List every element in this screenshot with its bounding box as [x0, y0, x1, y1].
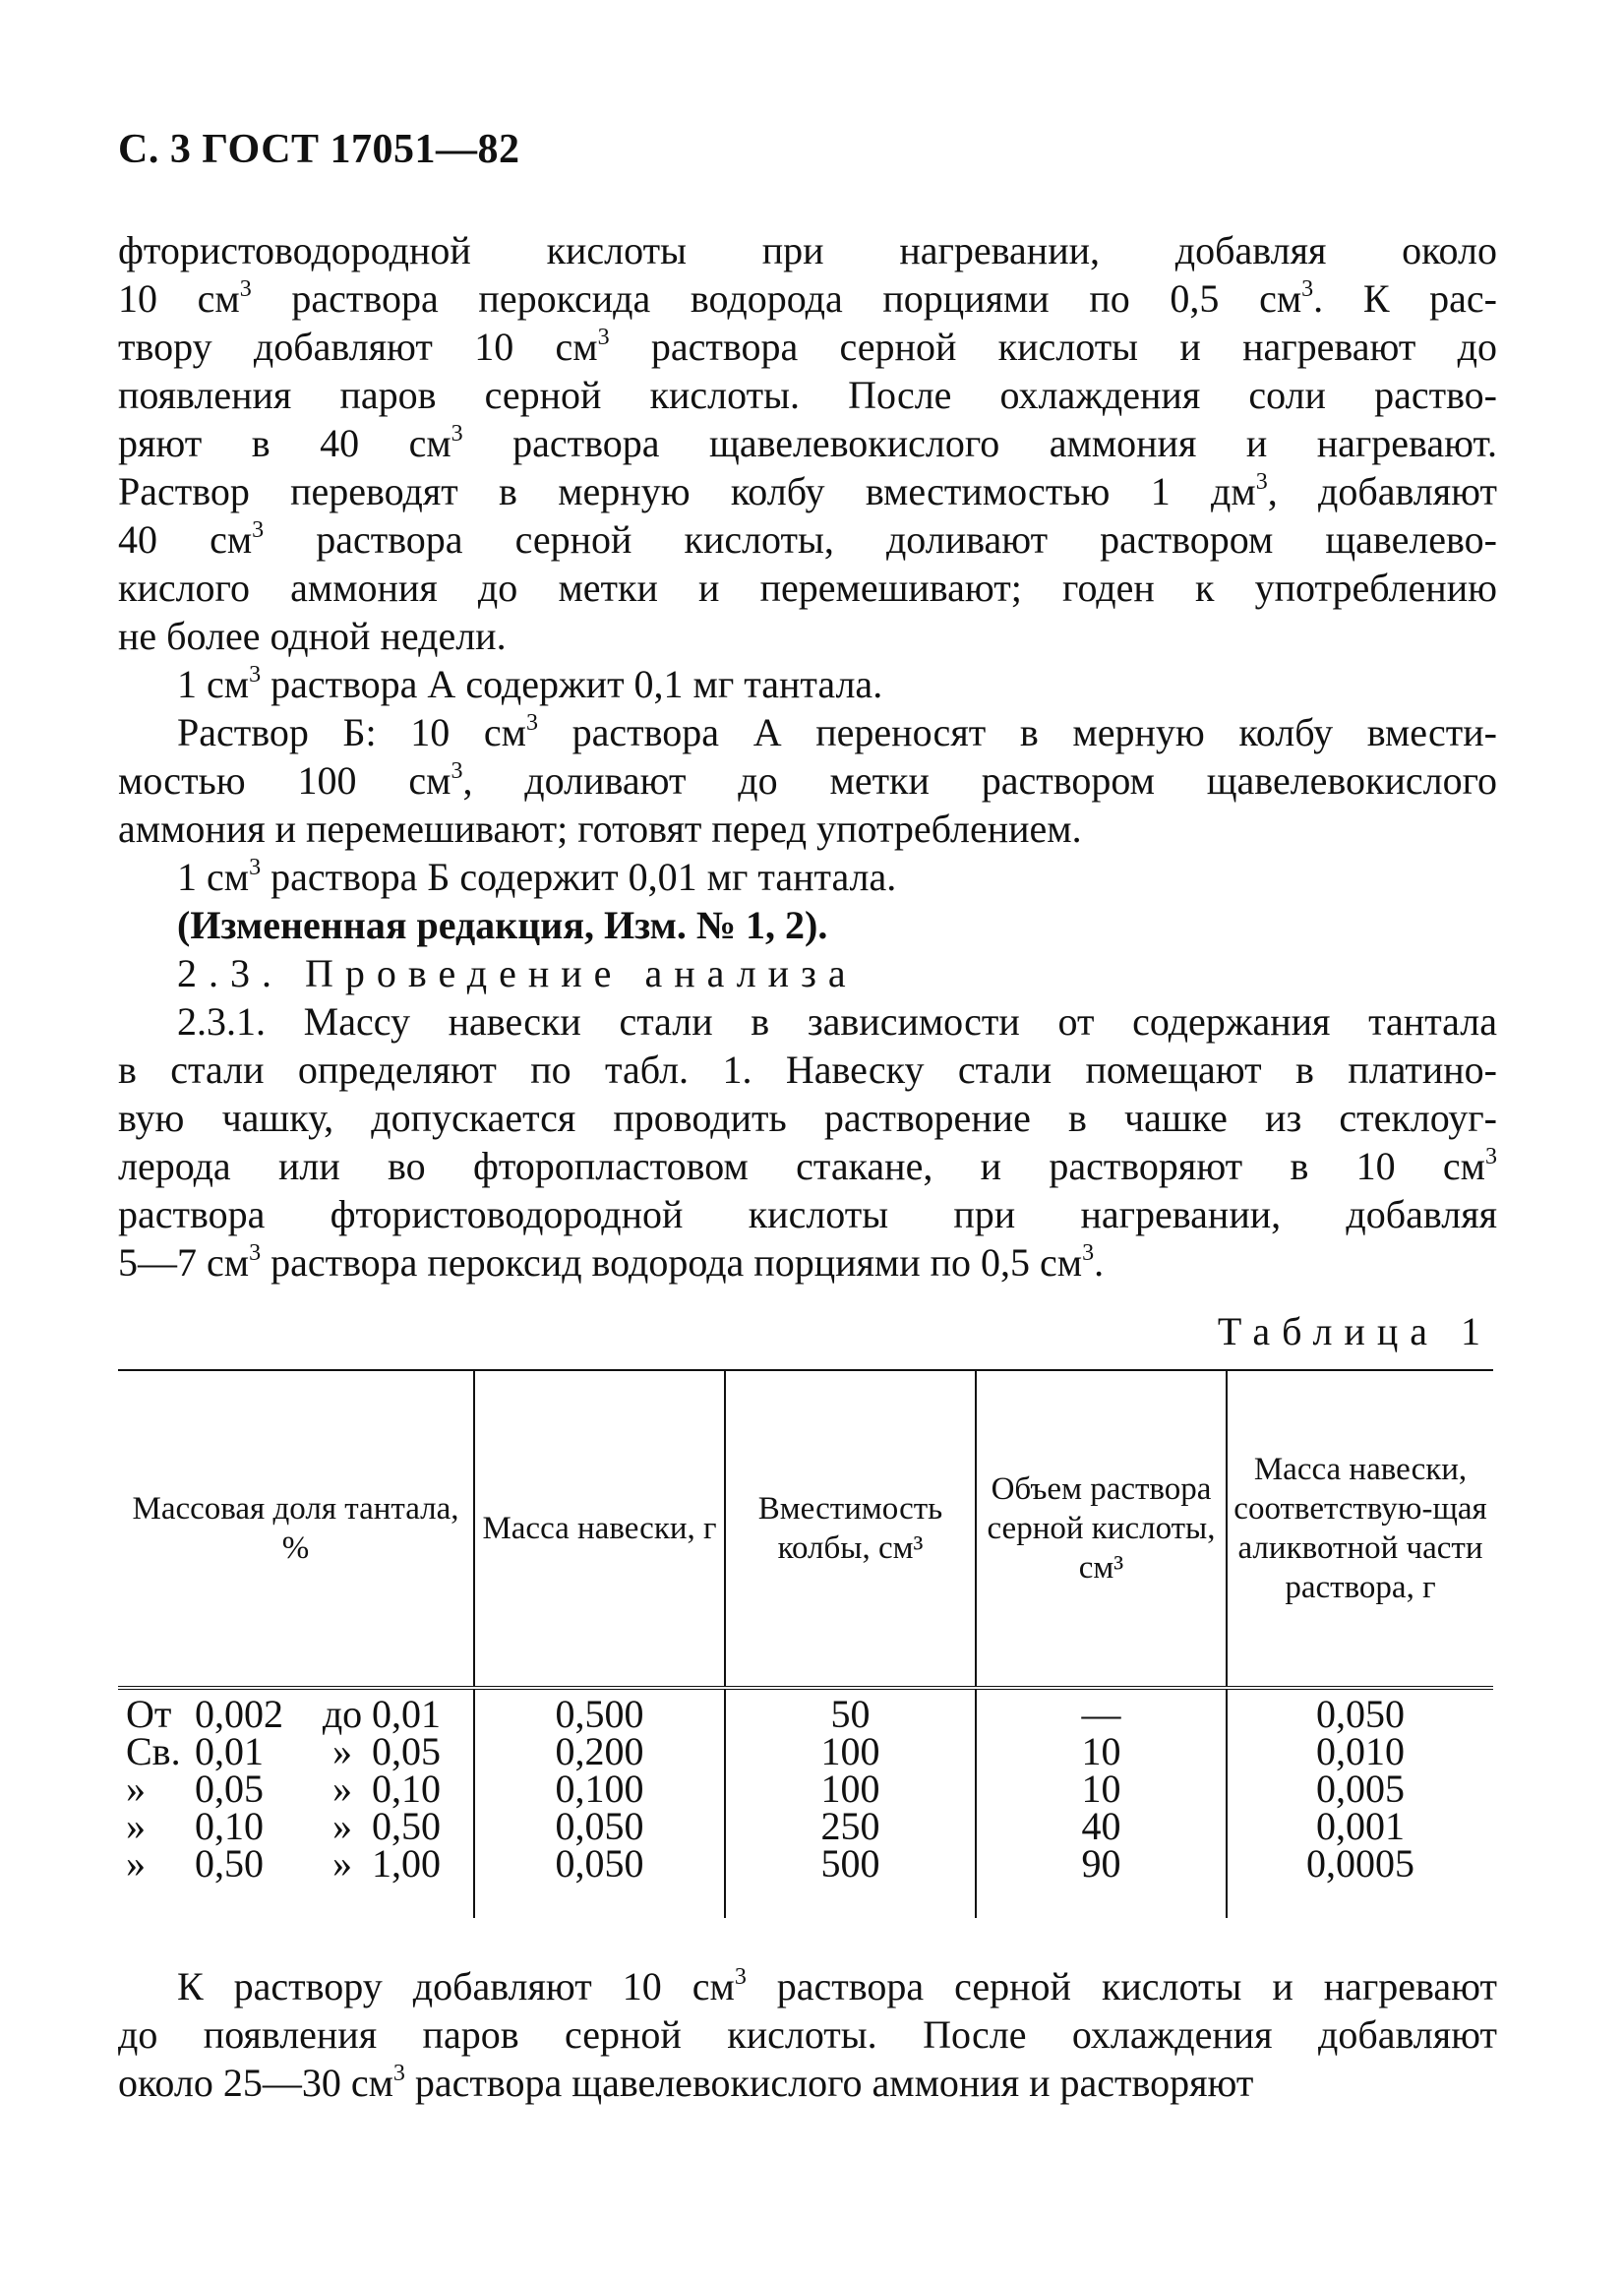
amendment-note — [118, 901, 1497, 949]
table-cell: 90 — [1081, 1841, 1121, 1886]
text-line: кислого аммония до метки и перемешивают; годен к употреблению — [118, 566, 1497, 610]
text-line: 1 $см^3$ раствора Б содержит 0,01 мг тантала. — [177, 854, 897, 899]
table-cell: 0,050 — [555, 1841, 644, 1886]
range-part: 0,002 — [195, 1692, 283, 1736]
table-cell: — — [1081, 1692, 1121, 1736]
text-line: 10 $см^3$ раствора пероксида водорода порциями по 0,5 $см^3$. К рас- — [118, 275, 1497, 321]
text-line: мостью 100 $см^3$, доливают до метки раствором щавелевокислого — [118, 757, 1498, 803]
paragraph-4 — [118, 853, 1497, 901]
range-part: » — [332, 1729, 352, 1773]
range-cell — [126, 1841, 465, 1886]
page-header: С. 3 ГОСТ 17051—82 — [118, 127, 520, 172]
text-line: в стали определяют по табл. 1. Навеску стали помещают в платино- — [118, 1048, 1497, 1092]
range-part: От — [126, 1692, 172, 1736]
superscript: 3 — [451, 420, 463, 447]
paragraph-2 — [118, 660, 1497, 708]
range-part: 0,01 — [195, 1729, 264, 1773]
table-cell: 0,0005 — [1306, 1841, 1414, 1886]
text-line: Раствор Б: 10 $см^3$ раствора А переносят в мерную колбу вмести- — [177, 709, 1497, 754]
superscript: 3 — [239, 275, 252, 302]
table-cell: 0,050 — [1316, 1692, 1405, 1736]
superscript: 3 — [451, 757, 463, 784]
paragraph-analysis — [118, 997, 1497, 1287]
text-line: раствора фтористоводородной кислоты при нагревании, добавляя — [118, 1192, 1497, 1236]
superscript: 3 — [252, 516, 265, 543]
superscript: 3 — [734, 1963, 747, 1990]
table-cell: 10 — [1081, 1729, 1121, 1773]
range-cell — [126, 1729, 465, 1773]
header-flask-volume: Вместимость колбы, см³ — [725, 1370, 976, 1688]
superscript: 3 — [1082, 1239, 1095, 1266]
range-part: » — [332, 1804, 352, 1848]
text-line: фтористоводородной кислоты при нагревании, добавляя около — [118, 228, 1497, 272]
text-line: Раствор переводят в мерную колбу вместимостью 1 $дм^3$, добавляют — [118, 468, 1497, 513]
range-part: до — [322, 1692, 363, 1736]
superscript: 3 — [249, 1239, 262, 1266]
superscript: 3 — [1301, 275, 1314, 302]
superscript: 3 — [249, 854, 262, 880]
data-table — [118, 1369, 1493, 1918]
range-part: 0,10 — [372, 1767, 441, 1811]
table-cell: 250 — [820, 1804, 880, 1848]
range-part: 0,05 — [372, 1729, 441, 1773]
table-cell: 0,500 — [555, 1692, 644, 1736]
table-cell: 0,001 — [1316, 1804, 1405, 1848]
range-cell — [126, 1692, 465, 1736]
superscript: 3 — [1485, 1143, 1497, 1169]
text-line: не более одной недели. — [118, 614, 507, 658]
amendment-note-text: (Измененная редакция, Изм. № 1, 2). — [177, 903, 828, 947]
section-heading-text: 2.3. Проведение анализа — [177, 951, 858, 995]
range-part: 0,01 — [372, 1692, 441, 1736]
table-cell: 0,010 — [1316, 1729, 1405, 1773]
text-line: вую чашку, допускается проводить растворение в чашке из стеклоуг- — [118, 1096, 1497, 1140]
table-cell: 0,005 — [1316, 1767, 1405, 1811]
table-cell: 100 — [820, 1729, 880, 1773]
header-sample-mass: Масса навески, г — [474, 1370, 725, 1688]
range-part: 0,50 — [195, 1841, 264, 1886]
table-cell: 0,200 — [555, 1729, 644, 1773]
range-part: 0,05 — [195, 1767, 264, 1811]
range-part: » — [126, 1841, 146, 1886]
text-line: ряют в 40 $см^3$ раствора щавелевокислого аммония и нагревают. — [118, 420, 1497, 465]
header-acid-volume: Объем раствора серной кислоты, см³ — [976, 1370, 1227, 1688]
range-part: » — [126, 1804, 146, 1848]
text-line: 2.3.1. Массу навески стали в зависимости от содержания тантала — [177, 999, 1497, 1044]
table-cell: 40 — [1081, 1804, 1121, 1848]
text-line: лерода или во фторопластовом стакане, и растворяют в 10 $см^3$ — [118, 1143, 1497, 1188]
superscript: 3 — [597, 324, 610, 350]
range-part: Св. — [126, 1729, 181, 1773]
range-part: 1,00 — [372, 1841, 441, 1886]
table-caption: Таблица 1 — [1217, 1309, 1492, 1353]
range-cell — [126, 1804, 465, 1848]
table-cell: 10 — [1081, 1767, 1121, 1811]
paragraph-after-table — [118, 1962, 1497, 2107]
range-part: » — [126, 1767, 146, 1811]
header-aliquot-mass: Масса навески, соответствую-щая аликвотной части раствора, г — [1227, 1370, 1493, 1688]
superscript: 3 — [249, 661, 262, 688]
text-line: твору добавляют 10 $см^3$ раствора серной кислоты и нагревают до — [118, 324, 1497, 369]
text-line: появления паров серной кислоты. После охлаждения соли раство- — [118, 373, 1497, 417]
text-line: до появления паров серной кислоты. После охлаждения добавляют — [118, 2012, 1497, 2057]
text-line: К раствору добавляют 10 $см^3$ раствора серной кислоты и нагревают — [177, 1963, 1497, 2008]
header-mass-fraction: Массовая доля тантала, % — [118, 1370, 474, 1688]
superscript: 3 — [392, 2060, 405, 2086]
table-cell: 500 — [820, 1841, 880, 1886]
range-part: » — [332, 1767, 352, 1811]
text-line: около 25—30 $см^3$ раствора щавелевокислого аммония и растворяют — [118, 2060, 1254, 2105]
text-line: 40 $см^3$ раствора серной кислоты, доливают раствором щавелево- — [118, 516, 1497, 562]
column-aliquot-mass — [1227, 1688, 1493, 1918]
section-heading — [118, 949, 1497, 997]
text-line: 1 $см^3$ раствора А содержит 0,1 мг тантала. — [177, 661, 883, 706]
paragraph-1 — [118, 226, 1497, 660]
text-line: аммония и перемешивают; готовят перед употреблением. — [118, 807, 1082, 851]
table-cell: 100 — [820, 1767, 880, 1811]
column-sample-mass — [474, 1688, 725, 1918]
superscript: 3 — [1255, 468, 1268, 495]
column-mass-fraction — [118, 1688, 474, 1918]
table-cell: 0,050 — [555, 1804, 644, 1848]
column-flask-volume — [725, 1688, 976, 1918]
table-cell: 50 — [830, 1692, 871, 1736]
range-part: 0,50 — [372, 1804, 441, 1848]
column-acid-volume — [976, 1688, 1227, 1918]
superscript: 3 — [526, 709, 538, 736]
range-part: » — [332, 1841, 352, 1886]
range-part: 0,10 — [195, 1804, 264, 1848]
text-line: 5—7 $см^3$ раствора пероксид водорода порциями по 0,5 $см^3$. — [118, 1239, 1105, 1285]
table-cell: 0,100 — [555, 1767, 644, 1811]
paragraph-3 — [118, 708, 1497, 853]
range-cell — [126, 1767, 465, 1811]
